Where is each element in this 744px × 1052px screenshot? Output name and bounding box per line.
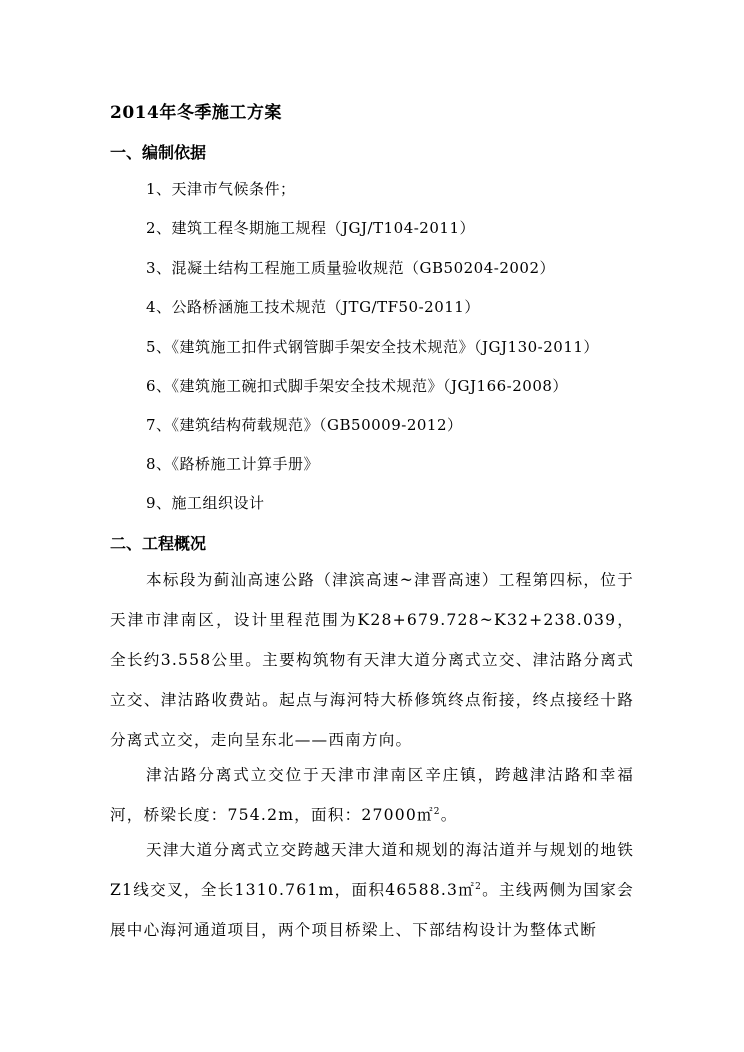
document-title: 2014年冬季施工方案	[110, 103, 282, 123]
overview-paragraph-2	[110, 755, 634, 835]
basis-item-5: 5、《建筑施工扣件式钢管脚手架安全技术规范》（JGJ130-2011）	[146, 338, 599, 356]
overview-paragraph-3-text-2: 。主线两侧为国家会展中心海河通道项目，两个项目桥梁上、下部结构设计为整体式断	[110, 881, 634, 939]
overview-paragraph-3	[110, 830, 634, 950]
basis-item-1: 1、天津市气候条件；	[146, 180, 296, 198]
basis-item-6: 6、《建筑施工碗扣式脚手架安全技术规范》（JGJ166-2008）	[146, 377, 568, 395]
basis-item-7: 7、《建筑结构荷载规范》（GB50009-2012）	[146, 416, 463, 434]
basis-item-2: 2、建筑工程冬期施工规程（JGJ/T104-2011）	[146, 219, 475, 237]
overview-paragraph-3-text-1: 天津大道分离式立交跨越天津大道和规划的海沽道并与规划的地铁Z1线交叉，全长1310.761m，面积46588.3㎡	[110, 841, 634, 899]
basis-item-3: 3、混凝土结构工程施工质量验收规范（GB50204-2002）	[146, 259, 556, 277]
section-heading-basis: 一、编制依据	[110, 143, 207, 162]
overview-paragraph-2-text: 津沽路分离式立交位于天津市津南区辛庄镇，跨越津沽路和幸福河，桥梁长度：754.2m，面积：27000㎡	[110, 766, 634, 824]
overview-paragraph-2-end: 。	[440, 806, 458, 824]
basis-item-8: 8、《路桥施工计算手册》	[146, 455, 320, 473]
superscript-2: 2	[433, 806, 441, 817]
basis-item-4: 4、公路桥涵施工技术规范（JTG/TF50-2011）	[146, 298, 480, 316]
overview-paragraph-1: 本标段为蓟汕高速公路（津滨高速~津晋高速）工程第四标，位于天津市津南区，设计里程范围为K28+679.728~K32+238.039，全长约3.558公里。主要构筑物有天津大道分离式立交、津沽路分离式立交、津沽路收费站。起点与海河特大桥修筑终点衔接，终点接经十路分离式立交，走向呈东北——西南方向。	[110, 571, 634, 749]
superscript-2: 2	[475, 881, 483, 892]
basis-item-9: 9、施工组织设计	[146, 494, 265, 512]
section-heading-overview: 二、工程概况	[110, 534, 207, 553]
